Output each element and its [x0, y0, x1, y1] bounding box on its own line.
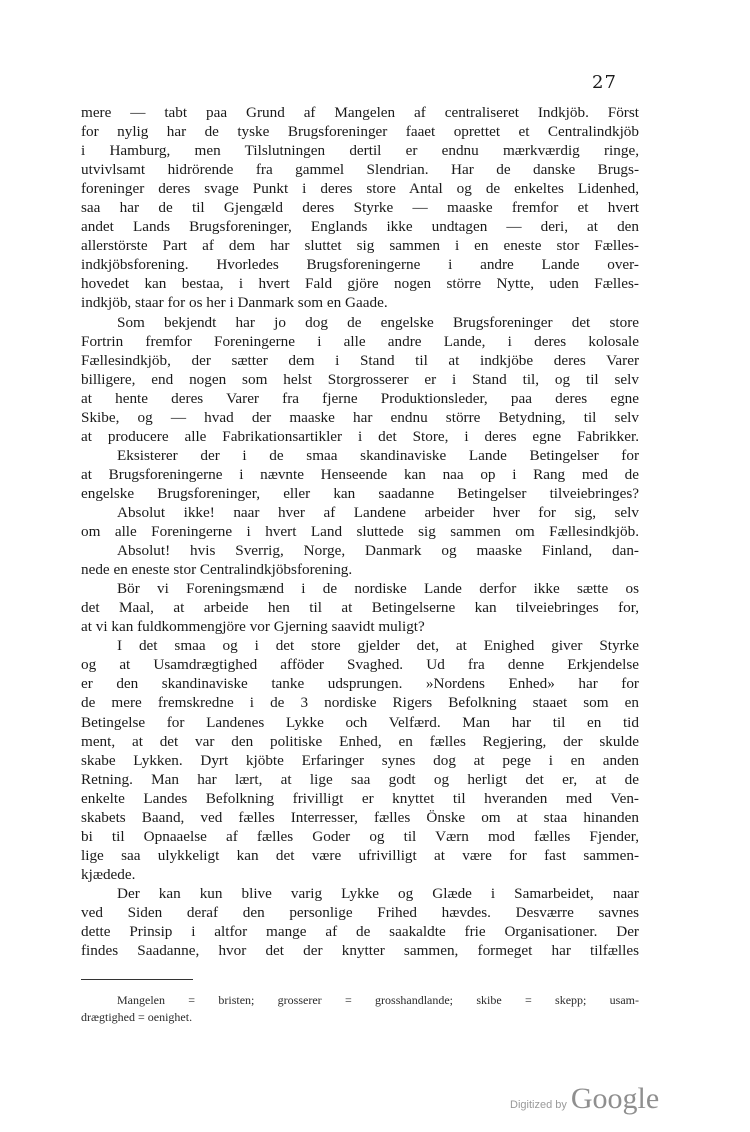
text-line: hovedet kan bestaa, i hvert Fald gjöre nogen större Nytte, uden Fælles-: [81, 275, 639, 293]
text-line: er den skandinaviske tanke udsprungen. »Nordens Enhed» har for: [81, 675, 639, 693]
text-line: findes Saadanne, hvor det der knytter sammen, formeget har tilfælles: [81, 942, 639, 960]
text-line: ment, at det var den politiske Enhed, en fælles Regjering, der skulde: [81, 732, 639, 750]
text-line: at hente deres Varer fra fjerne Produktionsleder, paa deres egne: [81, 389, 639, 407]
text-line: saa har de til Gjengæld deres Styrke — maaske fremfor et hvert: [81, 199, 639, 217]
text-line: Absolut ikke! naar hver af Landene arbeider hver for sig, selv: [117, 503, 639, 521]
text-line: det Maal, at arbeide hen til at Betingelserne kan tilveiebringes for,: [81, 599, 639, 617]
text-line: Eksisterer der i de smaa skandinaviske Lande Betingelser for: [117, 446, 639, 464]
text-line: Fortrin fremfor Foreningerne i alle andre Lande, i deres kolosale: [81, 332, 639, 350]
text-line: Der kan kun blive varig Lykke og Glæde i Samarbeidet, naar: [117, 884, 639, 902]
text-line: skabe Lykken. Dyrt kjöbte Erfaringer synes dog at pege i en anden: [81, 751, 639, 769]
text-line: Retning. Man har lært, at lige saa godt og herligt det er, at de: [81, 770, 639, 788]
text-line: om alle Foreningerne i hvert Land sluttede sig sammen om Fællesindkjöb.: [81, 523, 639, 541]
text-line: foreninger deres svage Punkt i deres store Antal og de enkeltes Lidenhed,: [81, 180, 639, 198]
footnote-line: Mangelen = bristen; grosserer = grosshandlande; skibe = skepp; usam-: [117, 993, 639, 1007]
text-line: at Brugsforeningerne i nævnte Henseende kan naa op i Rang med de: [81, 465, 639, 483]
text-line: nede en eneste stor Centralindkjöbsforening.: [81, 561, 353, 579]
text-line: bi til Opnaaelse af fælles Goder og til Værn mod fælles Fjender,: [81, 827, 639, 845]
text-line: Fællesindkjöb, der sætter dem i Stand til at indkjöbe deres Varer: [81, 351, 639, 369]
text-line: utvivlsamt hidrörende fra gammel Slendrian. Har de danske Brugs-: [81, 161, 639, 179]
text-line: at vi kan fuldkommengjöre vor Gjerning saavidt muligt?: [81, 618, 425, 636]
text-line: engelske Brugsforeninger, eller kan saadanne Betingelser tilveiebringes?: [81, 484, 639, 502]
text-line: dette Prinsip i altfor mange af de saakaldte frie Organisationer. Der: [81, 923, 639, 941]
text-line: lige saa ulykkeligt kan det være ufrivilligt at være for fast sammen-: [81, 846, 639, 864]
footnote: [81, 992, 639, 1026]
text-line: Skibe, og — hvad der maaske har endnu större Betydning, til selv: [81, 408, 639, 426]
page-number: 27: [592, 72, 617, 93]
text-line: I det smaa og i det store gjelder det, at Enighed giver Styrke: [117, 637, 639, 655]
text-line: de mere fremskredne i de 3 nordiske Rigers Befolkning staaet som en: [81, 694, 639, 712]
text-line: kjædede.: [81, 865, 136, 883]
text-line: og at Usamdrægtighed afföder Svaghed. Ud fra denne Erkjendelse: [81, 656, 639, 674]
text-line: mere — tabt paa Grund af Mangelen af centraliseret Indkjöb. Först: [81, 104, 639, 121]
google-logo: Google: [570, 1082, 660, 1115]
text-line: andet Lands Brugsforeninger, Englands ikke undtagen — deri, at den: [81, 218, 639, 236]
text-line: indkjöb, staar for os her i Danmark som en Gaade.: [81, 294, 388, 312]
text-line: Absolut! hvis Sverrig, Norge, Danmark og maaske Finland, dan-: [117, 542, 639, 560]
watermark-prefix: Digitized by: [510, 1099, 567, 1111]
text-line: for nylig har de tyske Brugsforeninger faaet oprettet et Centralindkjöb: [81, 123, 639, 141]
text-line: Som bekjendt har jo dog de engelske Brugsforeninger det store: [117, 313, 639, 331]
text-line: Betingelse for Landenes Lykke och Velfærd. Man har til en tid: [81, 713, 639, 731]
footnote-line: drægtighed = oenighet.: [81, 1010, 193, 1024]
body-text: [81, 103, 639, 960]
text-line: indkjöbsforening. Hvorledes Brugsforeningerne i andre Lande over-: [81, 256, 639, 274]
text-line: allerstörste Part af dem har sluttet sig sammen i en eneste stor Fælles-: [81, 237, 639, 255]
text-line: ved Siden deraf den personlige Frihed hævdes. Desværre savnes: [81, 903, 639, 921]
text-line: skabets Baand, ved fælles Interresser, fælles Önske om at staa hinanden: [81, 808, 639, 826]
text-line: i Hamburg, men Tilslutningen dertil er endnu mærkværdig ringe,: [81, 142, 639, 160]
footnote-rule: [81, 979, 193, 980]
text-line: at producere alle Fabrikationsartikler i det Store, i deres egne Fabrikker.: [81, 427, 639, 445]
text-line: Bör vi Foreningsmænd i de nordiske Lande derfor ikke sætte os: [117, 580, 639, 598]
digitized-watermark: [510, 1082, 659, 1116]
text-line: billigere, end nogen som helst Storgrosserer er i Stand til, og til selv: [81, 370, 639, 388]
text-line: enkelte Landes Befolkning frivilligt er knyttet til hveranden med Ven-: [81, 789, 639, 807]
